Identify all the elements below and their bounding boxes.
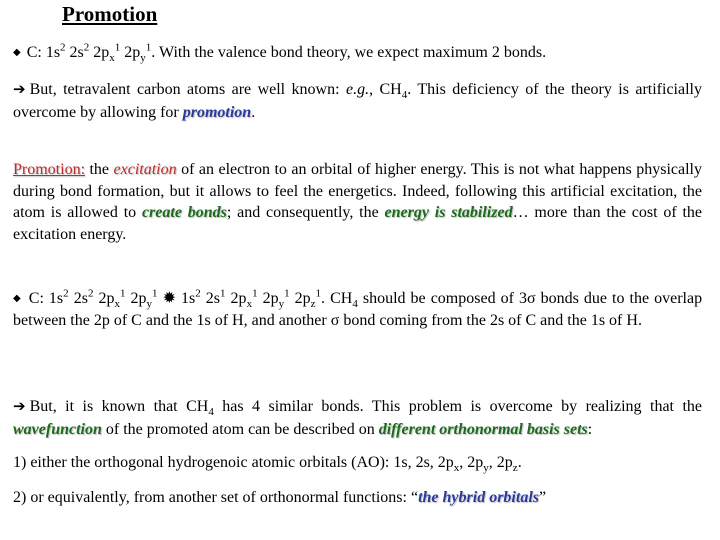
- superscript: 2: [87, 287, 94, 300]
- superscript: 2: [60, 41, 66, 54]
- text: ”: [538, 489, 547, 506]
- text: 2p: [120, 44, 141, 61]
- diamond-bullet-icon: ◆: [13, 47, 21, 58]
- subscript: x: [109, 52, 115, 65]
- text: 2p: [225, 290, 247, 307]
- option-two-paragraph: [13, 487, 702, 509]
- text: C: 1s: [28, 290, 64, 307]
- wavefunction-emphasis: wavefunction: [13, 420, 102, 438]
- subscript: z: [310, 298, 316, 311]
- text: But, tetravalent carbon atoms are well known:: [29, 81, 346, 98]
- superscript: 1: [114, 41, 121, 54]
- subscript: z: [512, 462, 518, 475]
- text: . CH: [321, 290, 353, 307]
- eg-text: e.g.: [345, 81, 370, 98]
- text: :: [587, 420, 593, 438]
- superscript: 1: [252, 287, 258, 300]
- basis-sets-emphasis: different orthonormal basis sets: [378, 420, 588, 438]
- text: has 4 similar bonds. This problem is overcome by realizing that the: [213, 398, 702, 415]
- subscript: 4: [208, 406, 214, 419]
- tetravalent-paragraph: [13, 79, 702, 123]
- superscript: 1: [284, 287, 290, 300]
- arrow-right-icon: ➔: [13, 399, 26, 415]
- text: 2p: [89, 44, 110, 61]
- text: the: [85, 161, 114, 178]
- promotion-definition-paragraph: [13, 159, 702, 245]
- superscript: 2: [83, 41, 90, 54]
- text: . With the valence bond theory, we expect maximum 2 bonds.: [151, 44, 547, 61]
- superscript: 1: [119, 287, 126, 300]
- subscript: y: [146, 298, 153, 311]
- superscript: 1: [315, 287, 322, 300]
- subscript: x: [114, 298, 120, 311]
- transition-symbol-icon: ✹: [157, 290, 182, 307]
- text: 2s: [200, 290, 221, 307]
- promotion-label: Promotion:: [13, 161, 86, 178]
- subscript: y: [140, 52, 146, 65]
- energy-stabilized-emphasis: energy is stabilized: [384, 204, 513, 221]
- text: 2p: [257, 290, 279, 307]
- text: , 2p: [488, 454, 513, 471]
- text: 2) or equivalently, from another set of orthonormal functions: “: [13, 489, 419, 506]
- subscript: x: [453, 462, 460, 475]
- text: .: [251, 103, 256, 121]
- ch4-bonds-paragraph: [13, 288, 702, 331]
- hybrid-orbitals-emphasis: the hybrid orbitals: [418, 489, 539, 506]
- text: … more than the cost of the excitation energy.: [13, 204, 702, 243]
- text: bond coming from the 2s of C and the 1s of H.: [339, 311, 642, 329]
- text: , CH: [369, 81, 402, 98]
- text: 2p: [289, 290, 311, 307]
- text: .: [517, 454, 522, 471]
- sigma-symbol: σ: [330, 311, 340, 329]
- text: ; and consequently, the: [226, 204, 385, 221]
- text: should be composed of 3: [357, 290, 527, 307]
- electron-config-paragraph: [13, 42, 702, 64]
- text: bonds due to the overlap between the 2p of C and the 1s of H, and another: [13, 290, 703, 329]
- create-bonds-emphasis: create bonds: [141, 204, 227, 221]
- text: 2s: [68, 290, 88, 307]
- subscript: y: [483, 462, 489, 475]
- wavefunction-paragraph: [13, 396, 702, 440]
- text: of an electron to an orbital of higher energy. This is not what happens physically during bond formation, but it allows to feel the energetics. Indeed, following this artificial excitation, the atom is allowed to: [13, 161, 702, 221]
- subscript: 4: [352, 298, 358, 311]
- text: But, it is known that CH: [29, 398, 209, 415]
- subscript: y: [278, 298, 285, 311]
- text: 2p: [125, 290, 147, 307]
- sigma-symbol: σ: [526, 290, 536, 307]
- text: . This deficiency of the theory is artificially overcome by allowing for: [13, 81, 702, 121]
- superscript: 1: [220, 287, 226, 300]
- superscript: 1: [145, 41, 152, 54]
- text: 2p: [93, 290, 115, 307]
- excitation-emphasis: excitation: [113, 161, 177, 178]
- subscript: 4: [401, 89, 408, 102]
- arrow-right-icon: ➔: [13, 82, 26, 98]
- superscript: 1: [152, 287, 158, 300]
- text: 1) either the orthogonal hydrogenoic atomic orbitals (AO): 1s, 2s, 2p: [13, 454, 454, 471]
- subscript: x: [246, 298, 253, 311]
- option-one-paragraph: [13, 452, 702, 474]
- superscript: 2: [195, 287, 201, 300]
- text: 2s: [65, 44, 84, 61]
- diamond-bullet-icon: ◆: [13, 293, 22, 304]
- promotion-emphasis: promotion: [182, 103, 252, 121]
- text: 1s: [181, 290, 196, 307]
- text: C: 1s: [26, 44, 61, 61]
- slide-title: Promotion: [62, 2, 158, 26]
- text: , 2p: [459, 454, 484, 471]
- superscript: 2: [63, 287, 69, 300]
- text: of the promoted atom can be described on: [101, 420, 379, 438]
